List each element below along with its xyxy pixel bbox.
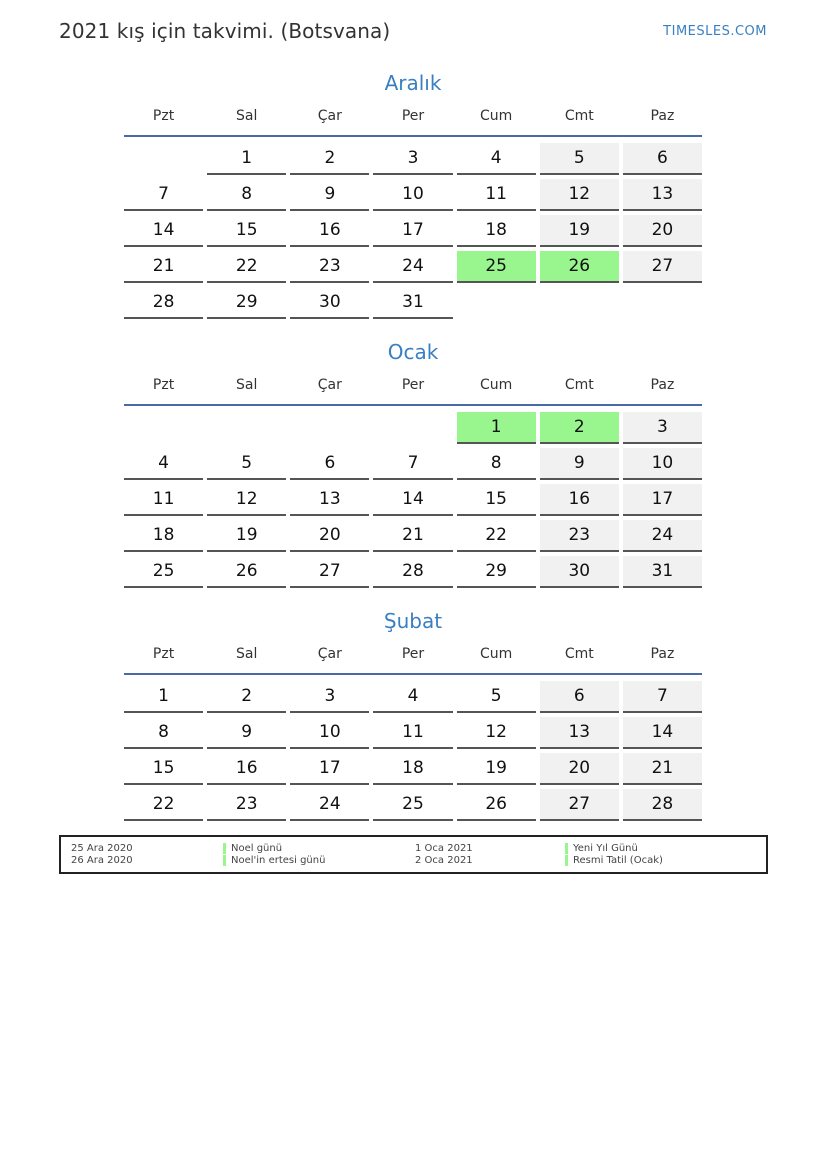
day-cell: [621, 141, 704, 177]
day-cell: [122, 177, 205, 213]
holiday-day-number: 2: [540, 412, 619, 444]
day-cell: [205, 518, 288, 554]
weekday-label: Cmt: [564, 377, 594, 393]
day-cell: [205, 554, 288, 590]
day-number: 26: [207, 556, 286, 588]
day-number: 6: [623, 143, 702, 175]
day-cell: [288, 482, 371, 518]
weekday-label: Sal: [236, 646, 258, 662]
day-cell: [371, 177, 454, 213]
legend-holiday-name: Noel'in ertesi günü: [231, 855, 326, 866]
day-number: 24: [373, 251, 452, 283]
weekday-label: Paz: [650, 377, 675, 393]
empty-cell: [122, 410, 205, 446]
day-number: 23: [290, 251, 369, 283]
day-number: 21: [373, 520, 452, 552]
day-number: 27: [290, 556, 369, 588]
holiday-legend: [59, 835, 768, 874]
day-number: 2: [290, 143, 369, 175]
day-cell: [455, 787, 538, 823]
day-cell: [122, 249, 205, 285]
day-cell: [538, 679, 621, 715]
day-cell: [455, 141, 538, 177]
day-cell: [122, 482, 205, 518]
day-cell: [122, 751, 205, 787]
day-cell: [621, 177, 704, 213]
month-calendar: [122, 69, 704, 321]
legend-holiday-marker: [565, 855, 568, 866]
weekday-label: Cmt: [564, 646, 594, 662]
day-cell: [455, 679, 538, 715]
day-number: 17: [623, 484, 702, 516]
day-number: 24: [290, 789, 369, 821]
day-cell: [455, 410, 538, 446]
day-cell: [371, 554, 454, 590]
weekday-label: Cum: [479, 108, 513, 124]
day-cell: [538, 446, 621, 482]
day-number: 22: [207, 251, 286, 283]
page-title: 2021 kış için takvimi. (Botsvana): [59, 19, 391, 43]
day-grid: [122, 141, 704, 321]
day-number: 7: [623, 681, 702, 713]
day-cell: [455, 446, 538, 482]
empty-cell: [288, 410, 371, 446]
weekday-header: [122, 643, 704, 665]
day-cell: [205, 213, 288, 249]
day-cell: [122, 787, 205, 823]
day-number: 15: [457, 484, 536, 516]
day-cell: [455, 554, 538, 590]
day-cell: [538, 715, 621, 751]
day-cell: [621, 249, 704, 285]
day-number: 2: [207, 681, 286, 713]
month-calendar: [122, 607, 704, 823]
day-number: 19: [457, 753, 536, 785]
day-number: 15: [124, 753, 203, 785]
day-number: 9: [207, 717, 286, 749]
day-number: 18: [457, 215, 536, 247]
day-number: 18: [124, 520, 203, 552]
day-cell: [455, 177, 538, 213]
day-cell: [371, 482, 454, 518]
day-number: 13: [290, 484, 369, 516]
day-number: 3: [623, 412, 702, 444]
day-cell: [371, 679, 454, 715]
day-number: 16: [207, 753, 286, 785]
day-number: 30: [290, 287, 369, 319]
day-cell: [288, 554, 371, 590]
day-number: 28: [373, 556, 452, 588]
day-number: 16: [540, 484, 619, 516]
day-cell: [288, 177, 371, 213]
holiday-day-number: 25: [457, 251, 536, 283]
weekday-label: Çar: [317, 108, 342, 124]
day-cell: [621, 410, 704, 446]
weekday-label: Cmt: [564, 108, 594, 124]
day-number: 27: [623, 251, 702, 283]
day-number: 19: [207, 520, 286, 552]
day-number: 10: [290, 717, 369, 749]
day-cell: [122, 446, 205, 482]
day-cell: [371, 249, 454, 285]
day-number: 8: [207, 179, 286, 211]
day-cell: [538, 787, 621, 823]
day-number: 8: [457, 448, 536, 480]
day-number: 3: [290, 681, 369, 713]
day-cell: [538, 482, 621, 518]
day-cell: [288, 751, 371, 787]
day-number: 21: [623, 753, 702, 785]
month-title: Şubat: [383, 609, 443, 633]
day-number: 24: [623, 520, 702, 552]
legend-holiday-marker: [223, 843, 226, 854]
day-number: 31: [623, 556, 702, 588]
legend-holiday-marker: [223, 855, 226, 866]
brand-link[interactable]: TIMESLES.COM: [663, 24, 767, 39]
day-cell: [205, 249, 288, 285]
weekday-label: Per: [401, 377, 425, 393]
day-cell: [455, 715, 538, 751]
day-number: 27: [540, 789, 619, 821]
day-number: 1: [207, 143, 286, 175]
day-cell: [621, 482, 704, 518]
day-cell: [122, 679, 205, 715]
day-number: 22: [124, 789, 203, 821]
day-number: 19: [540, 215, 619, 247]
day-cell: [538, 249, 621, 285]
day-cell: [122, 518, 205, 554]
day-cell: [371, 213, 454, 249]
day-cell: [371, 141, 454, 177]
day-number: 6: [290, 448, 369, 480]
day-number: 20: [623, 215, 702, 247]
day-cell: [371, 787, 454, 823]
weekday-label: Çar: [317, 377, 342, 393]
day-number: 23: [207, 789, 286, 821]
day-cell: [621, 518, 704, 554]
day-number: 28: [623, 789, 702, 821]
weekday-header: [122, 105, 704, 127]
day-number: 12: [207, 484, 286, 516]
weekday-label: Sal: [236, 108, 258, 124]
day-number: 11: [373, 717, 452, 749]
day-number: 13: [540, 717, 619, 749]
day-cell: [455, 518, 538, 554]
day-cell: [122, 213, 205, 249]
month-title: Ocak: [387, 340, 439, 364]
day-number: 20: [290, 520, 369, 552]
legend-date: 1 Oca 2021: [415, 843, 473, 854]
day-cell: [122, 285, 205, 321]
day-cell: [621, 751, 704, 787]
day-number: 21: [124, 251, 203, 283]
day-cell: [122, 554, 205, 590]
legend-date: 26 Ara 2020: [71, 855, 133, 866]
day-cell: [288, 141, 371, 177]
legend-date: 25 Ara 2020: [71, 843, 133, 854]
day-cell: [538, 141, 621, 177]
day-number: 13: [623, 179, 702, 211]
day-cell: [371, 751, 454, 787]
day-number: 5: [457, 681, 536, 713]
day-number: 14: [623, 717, 702, 749]
day-number: 14: [373, 484, 452, 516]
day-number: 11: [457, 179, 536, 211]
day-number: 15: [207, 215, 286, 247]
day-cell: [538, 554, 621, 590]
day-number: 6: [540, 681, 619, 713]
day-cell: [288, 518, 371, 554]
day-cell: [621, 213, 704, 249]
day-number: 5: [207, 448, 286, 480]
weekday-label: Cum: [479, 646, 513, 662]
day-number: 25: [124, 556, 203, 588]
day-number: 30: [540, 556, 619, 588]
day-grid: [122, 679, 704, 823]
day-number: 20: [540, 753, 619, 785]
weekday-header: [122, 374, 704, 396]
day-cell: [205, 787, 288, 823]
day-cell: [205, 482, 288, 518]
weekday-label: Per: [401, 646, 425, 662]
weekday-label: Sal: [236, 377, 258, 393]
day-cell: [288, 213, 371, 249]
day-cell: [288, 285, 371, 321]
day-number: 29: [457, 556, 536, 588]
day-number: 4: [457, 143, 536, 175]
day-number: 7: [373, 448, 452, 480]
day-number: 9: [290, 179, 369, 211]
day-cell: [205, 679, 288, 715]
weekday-label: Per: [401, 108, 425, 124]
day-number: 18: [373, 753, 452, 785]
header-divider: [124, 404, 702, 406]
day-cell: [371, 285, 454, 321]
legend-holiday-name: Noel günü: [231, 843, 283, 854]
day-cell: [122, 715, 205, 751]
header-divider: [124, 135, 702, 137]
weekday-label: Pzt: [152, 108, 175, 124]
day-cell: [205, 285, 288, 321]
day-number: 4: [124, 448, 203, 480]
legend-holiday-name: Yeni Yıl Günü: [573, 843, 638, 854]
day-cell: [288, 715, 371, 751]
day-number: 4: [373, 681, 452, 713]
day-cell: [538, 177, 621, 213]
day-cell: [288, 787, 371, 823]
day-cell: [371, 518, 454, 554]
empty-cell: [205, 410, 288, 446]
day-number: 17: [373, 215, 452, 247]
day-cell: [371, 715, 454, 751]
day-cell: [455, 482, 538, 518]
day-number: 26: [457, 789, 536, 821]
day-cell: [538, 751, 621, 787]
day-cell: [288, 679, 371, 715]
day-number: 31: [373, 287, 452, 319]
day-number: 12: [457, 717, 536, 749]
day-number: 9: [540, 448, 619, 480]
day-cell: [538, 410, 621, 446]
header-divider: [124, 673, 702, 675]
day-cell: [205, 446, 288, 482]
day-number: 7: [124, 179, 203, 211]
day-cell: [455, 751, 538, 787]
day-number: 10: [623, 448, 702, 480]
day-number: 10: [373, 179, 452, 211]
day-cell: [621, 679, 704, 715]
weekday-label: Paz: [650, 108, 675, 124]
day-grid: [122, 410, 704, 590]
legend-holiday-marker: [565, 843, 568, 854]
weekday-label: Pzt: [152, 646, 175, 662]
day-number: 12: [540, 179, 619, 211]
day-number: 11: [124, 484, 203, 516]
weekday-label: Paz: [650, 646, 675, 662]
weekday-label: Pzt: [152, 377, 175, 393]
day-cell: [455, 249, 538, 285]
day-cell: [205, 177, 288, 213]
day-number: 25: [373, 789, 452, 821]
day-cell: [288, 249, 371, 285]
day-cell: [621, 446, 704, 482]
day-cell: [538, 518, 621, 554]
legend-holiday-name: Resmi Tatil (Ocak): [573, 855, 663, 866]
day-number: 29: [207, 287, 286, 319]
empty-cell: [122, 141, 205, 177]
legend-date: 2 Oca 2021: [415, 855, 473, 866]
day-number: 28: [124, 287, 203, 319]
holiday-day-number: 26: [540, 251, 619, 283]
day-number: 8: [124, 717, 203, 749]
holiday-day-number: 1: [457, 412, 536, 444]
day-cell: [205, 751, 288, 787]
day-cell: [621, 554, 704, 590]
month-title: Aralık: [384, 71, 442, 95]
weekday-label: Cum: [479, 377, 513, 393]
day-number: 16: [290, 215, 369, 247]
day-number: 17: [290, 753, 369, 785]
day-cell: [621, 787, 704, 823]
day-cell: [538, 213, 621, 249]
weekday-label: Çar: [317, 646, 342, 662]
day-number: 22: [457, 520, 536, 552]
month-calendar: [122, 338, 704, 590]
empty-cell: [371, 410, 454, 446]
day-number: 1: [124, 681, 203, 713]
day-number: 23: [540, 520, 619, 552]
day-cell: [371, 446, 454, 482]
day-cell: [455, 213, 538, 249]
day-number: 5: [540, 143, 619, 175]
day-cell: [205, 141, 288, 177]
day-cell: [205, 715, 288, 751]
day-number: 3: [373, 143, 452, 175]
day-cell: [621, 715, 704, 751]
day-cell: [288, 446, 371, 482]
day-number: 14: [124, 215, 203, 247]
